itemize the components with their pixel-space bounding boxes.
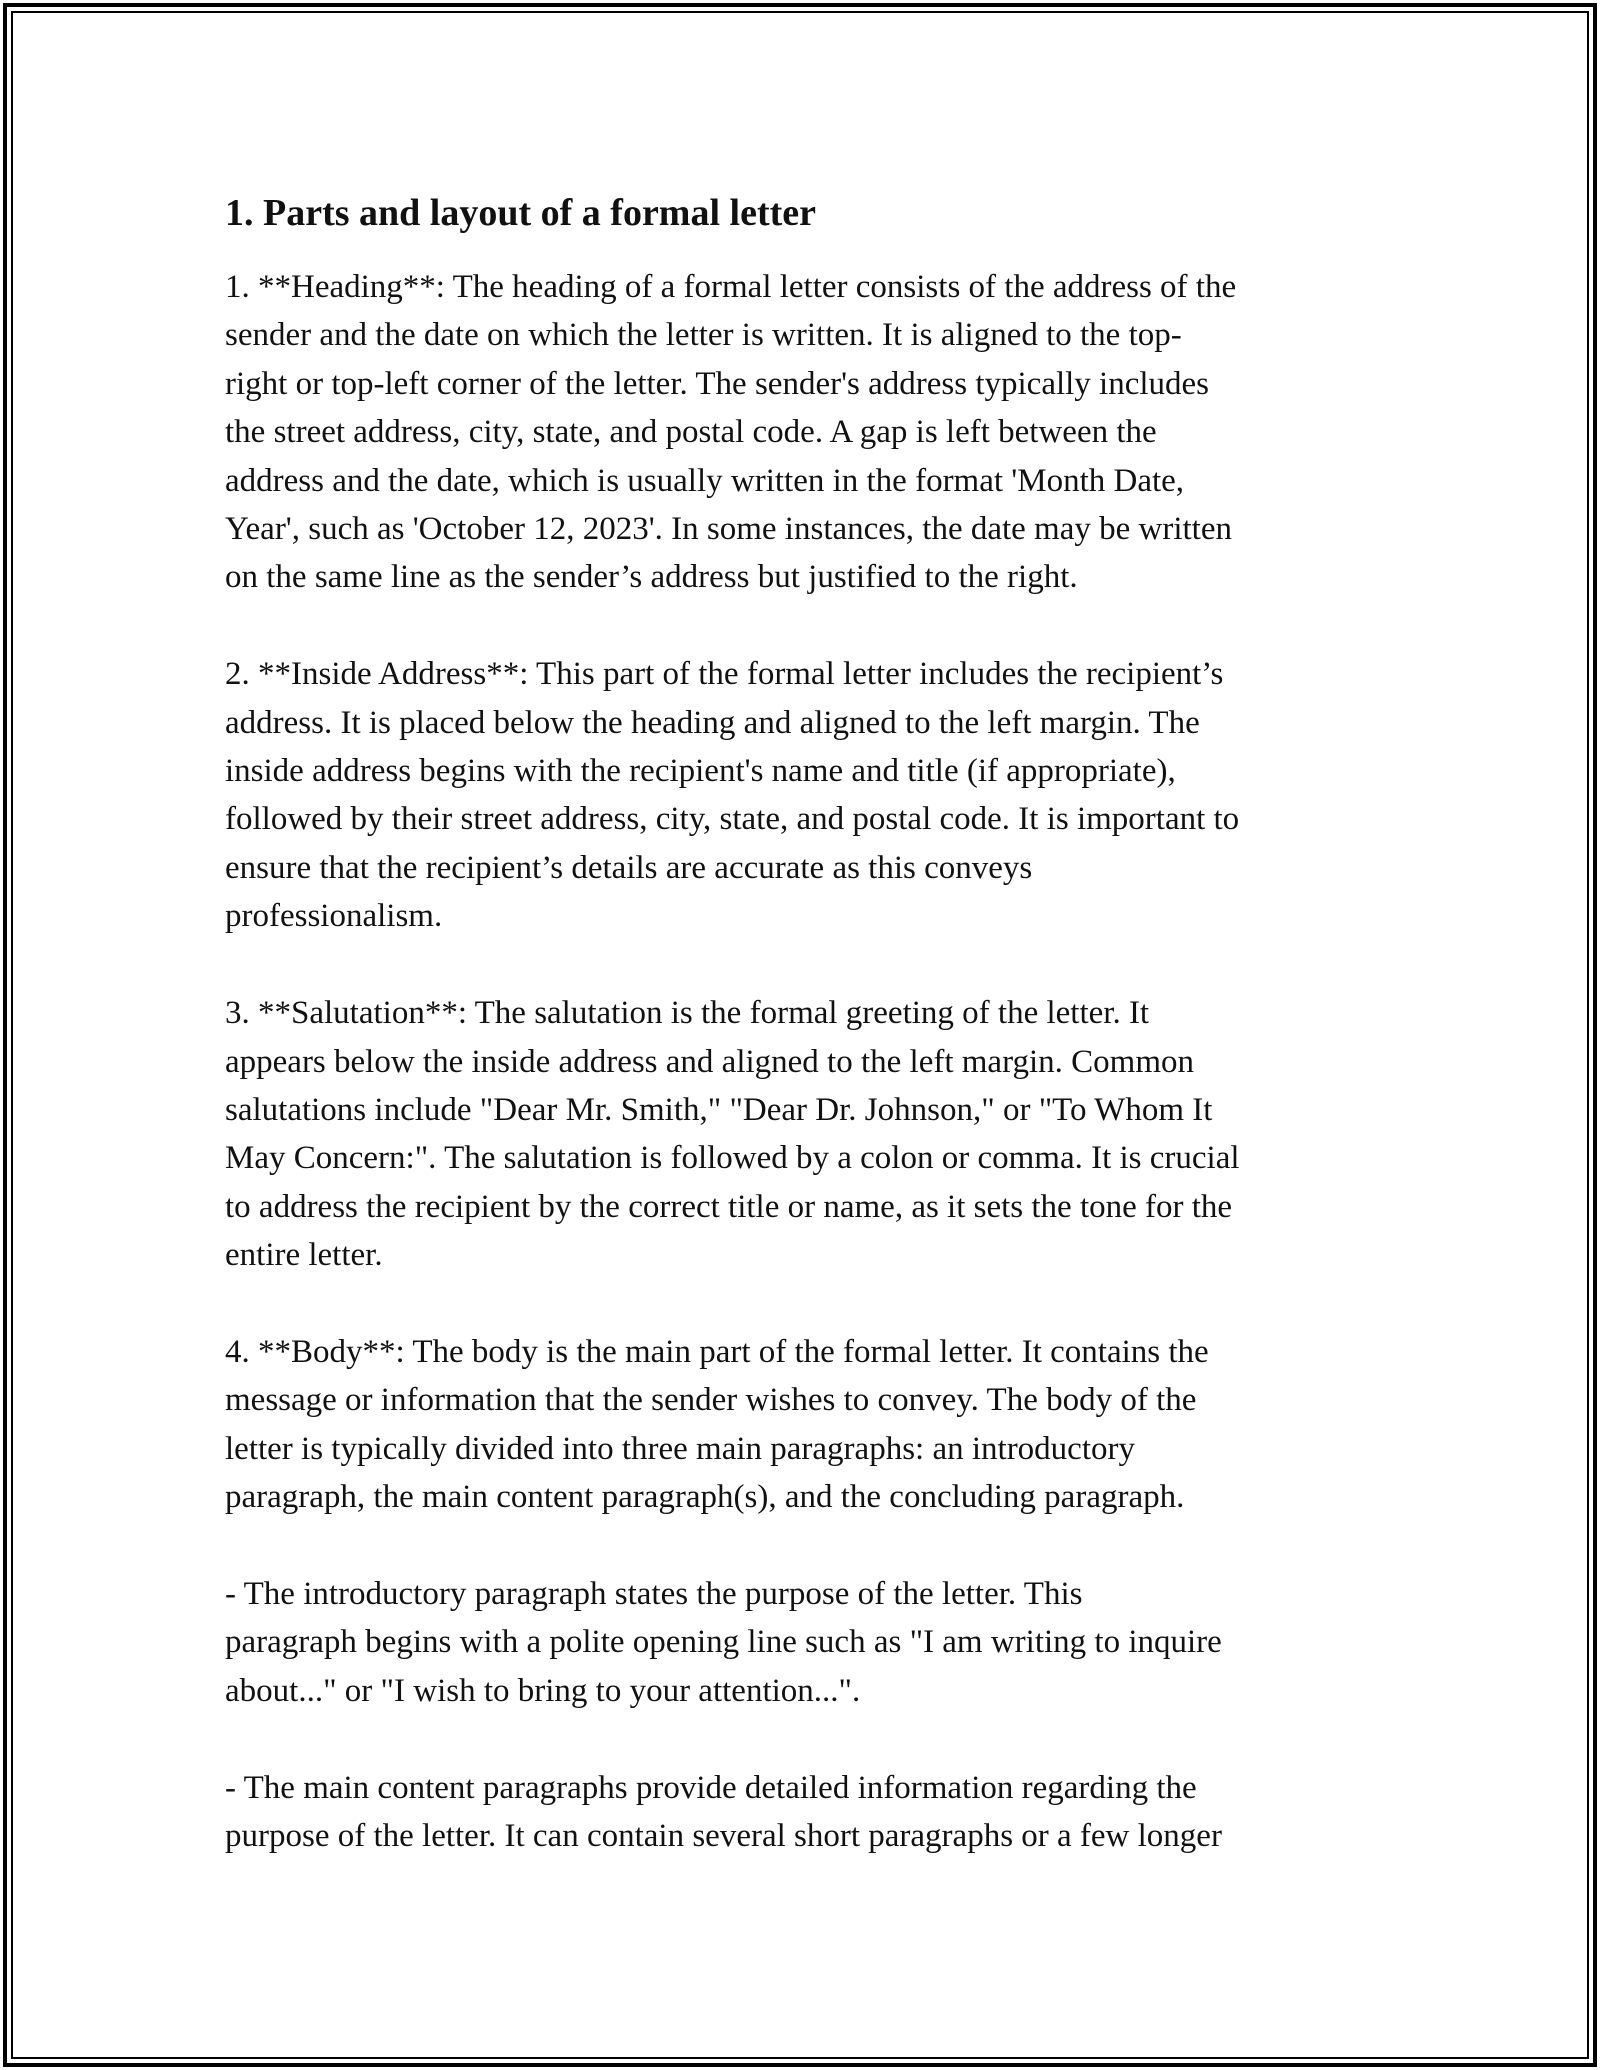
document-title: 1. Parts and layout of a formal letter <box>225 192 816 234</box>
document-content <box>225 185 1385 1860</box>
document-body: 1. **Heading**: The heading of a formal letter consists of the address of the sender and the date on which the letter is written. It is aligned to the top- right or top-left corner of the letter. The sender's address typically includes the street address, city, state, and postal code. A gap is left between the address and the date, which is usually written in the format 'Month Date, Year', such as 'October 12, 2023'. In some instances, the date may be written on the same line as the sender’s address but justified to the right. 2. **Inside Address**: This part of the formal letter includes the recipient’s address. It is placed below the heading and aligned to the left margin. The inside address begins with the recipient's name and title (if appropriate), followed by their street address, city, state, and postal code. It is important to ensure that the recipient’s details are accurate as this conveys professionalism. 3. **Salutation**: The salutation is the formal greeting of the letter. It appears below the inside address and aligned to the left margin. Common salutations include "Dear Mr. Smith," "Dear Dr. Johnson," or "To Whom It May Concern:". The salutation is followed by a colon or comma. It is crucial to address the recipient by the correct title or name, as it sets the tone for the entire letter. 4. **Body**: The body is the main part of the formal letter. It contains the message or information that the sender wishes to convey. The body of the letter is typically divided into three main paragraphs: an introductory paragraph, the main content paragraph(s), and the concluding paragraph. - The introductory paragraph states the purpose of the letter. This paragraph begins with a polite opening line such as "I am writing to inquire about..." or "I wish to bring to your attention...". - The main content paragraphs provide detailed information regarding the purpose of the letter. It can contain several short paragraphs or a few longer <box>225 269 1240 1854</box>
